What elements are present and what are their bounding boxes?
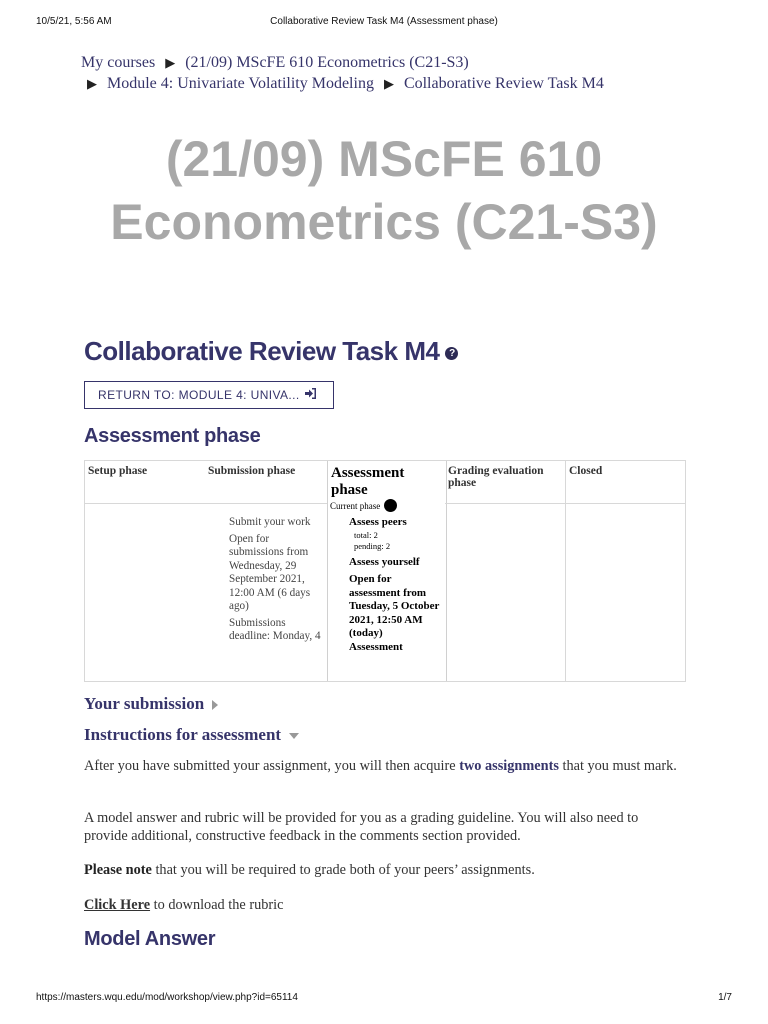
phase-assessment	[327, 461, 447, 681]
print-header	[36, 16, 732, 30]
print-title: Collaborative Review Task M4 (Assessment phase)	[270, 16, 498, 27]
phase-submission	[205, 461, 327, 681]
return-to-module-button[interactable]	[84, 381, 334, 409]
instructions-paragraph-2: A model answer and rubric will be provided for you as a grading guideline. You will also need to provide additional, constructive feedback in the comments section provided.	[84, 810, 639, 844]
phase-grading	[445, 461, 565, 681]
assessment-open-date: Open for assessment from Tuesday, 5 October 2021, 12:50 AM (today)	[349, 573, 440, 639]
page-heading	[84, 336, 458, 367]
instructions-paragraph-1	[84, 757, 684, 775]
print-footer	[36, 992, 732, 1006]
your-submission-toggle[interactable]	[84, 694, 218, 714]
phase-assessment-title: Assessment phase	[331, 465, 405, 498]
instructions-text: to download the rubric	[150, 897, 284, 913]
current-phase-label: Current phase	[330, 500, 381, 511]
assess-yourself: Assess yourself	[349, 555, 420, 568]
model-answer-heading: Model Answer	[84, 928, 216, 950]
assess-peers-pending: pending: 2	[354, 540, 391, 551]
instructions-text: that you must mark.	[558, 758, 677, 774]
phases-table	[84, 460, 686, 682]
current-phase-indicator	[328, 499, 446, 512]
phase-setup-title: Setup phase	[85, 461, 205, 504]
print-datetime: 10/5/21, 5:56 AM	[36, 16, 112, 27]
help-icon[interactable]: ?	[445, 347, 458, 360]
assessment-info-list	[349, 516, 441, 654]
phase-heading: Assessment phase	[84, 425, 261, 447]
current-phase-dot-icon	[384, 499, 397, 512]
print-page-number: 1/7	[718, 992, 732, 1003]
breadcrumb-separator-icon: ▶	[165, 55, 176, 70]
please-note-text: Please note	[84, 862, 152, 878]
phase-closed-title: Closed	[566, 461, 686, 504]
page-title: Collaborative Review Task M4	[84, 336, 440, 366]
instructions-text: After you have submitted your assignment, you will then acquire	[84, 758, 460, 774]
phase-setup	[85, 461, 205, 681]
assess-peers-total: total: 2	[354, 529, 378, 540]
instructions-bold-text: two assignments	[459, 758, 559, 774]
assessment-more: Assessment	[349, 640, 403, 653]
instructions-text: that you will be required to grade both of your peers’ assignments.	[151, 862, 535, 878]
caret-right-icon	[212, 700, 218, 710]
return-button-label: RETURN TO: MODULE 4: UNIVA...	[98, 388, 300, 402]
submission-open-date: Open for submissions from Wednesday, 29 September 2021, 12:00 AM (6 days ago)	[229, 532, 311, 612]
submission-deadline: Submissions deadline: Monday, 4	[229, 616, 321, 642]
submission-info-list	[229, 516, 321, 647]
caret-down-icon	[289, 733, 299, 739]
course-title: (21/09) MScFE 610 Econometrics (C21-S3)	[110, 131, 658, 250]
instructions-toggle[interactable]	[84, 725, 299, 745]
instructions-paragraph-4	[84, 896, 684, 914]
assess-peers: Assess peers	[349, 516, 407, 528]
instructions-label: Instructions for assessment	[84, 725, 282, 744]
breadcrumb-my-courses[interactable]: My courses	[81, 54, 156, 71]
submit-your-work: Submit your work	[229, 516, 311, 528]
phase-grading-title: Grading evaluation phase	[445, 461, 565, 504]
breadcrumb-separator-icon: ▶	[87, 76, 97, 91]
sign-in-icon	[305, 388, 317, 402]
breadcrumb-module[interactable]: Module 4: Univariate Volatility Modeling	[107, 75, 374, 92]
phase-closed	[565, 461, 686, 681]
phase-submission-title: Submission phase	[205, 461, 327, 504]
breadcrumb	[81, 52, 721, 94]
breadcrumb-task[interactable]: Collaborative Review Task M4	[403, 75, 604, 92]
breadcrumb-course[interactable]: (21/09) MScFE 610 Econometrics (C21-S3)	[185, 54, 469, 71]
breadcrumb-separator-icon: ▶	[383, 76, 394, 91]
download-rubric-link[interactable]: Click Here	[84, 897, 151, 913]
print-url: https://masters.wqu.edu/mod/workshop/view.php?id=65114	[36, 992, 298, 1003]
instructions-paragraph-3	[84, 861, 684, 879]
your-submission-label: Your submission	[84, 694, 205, 713]
